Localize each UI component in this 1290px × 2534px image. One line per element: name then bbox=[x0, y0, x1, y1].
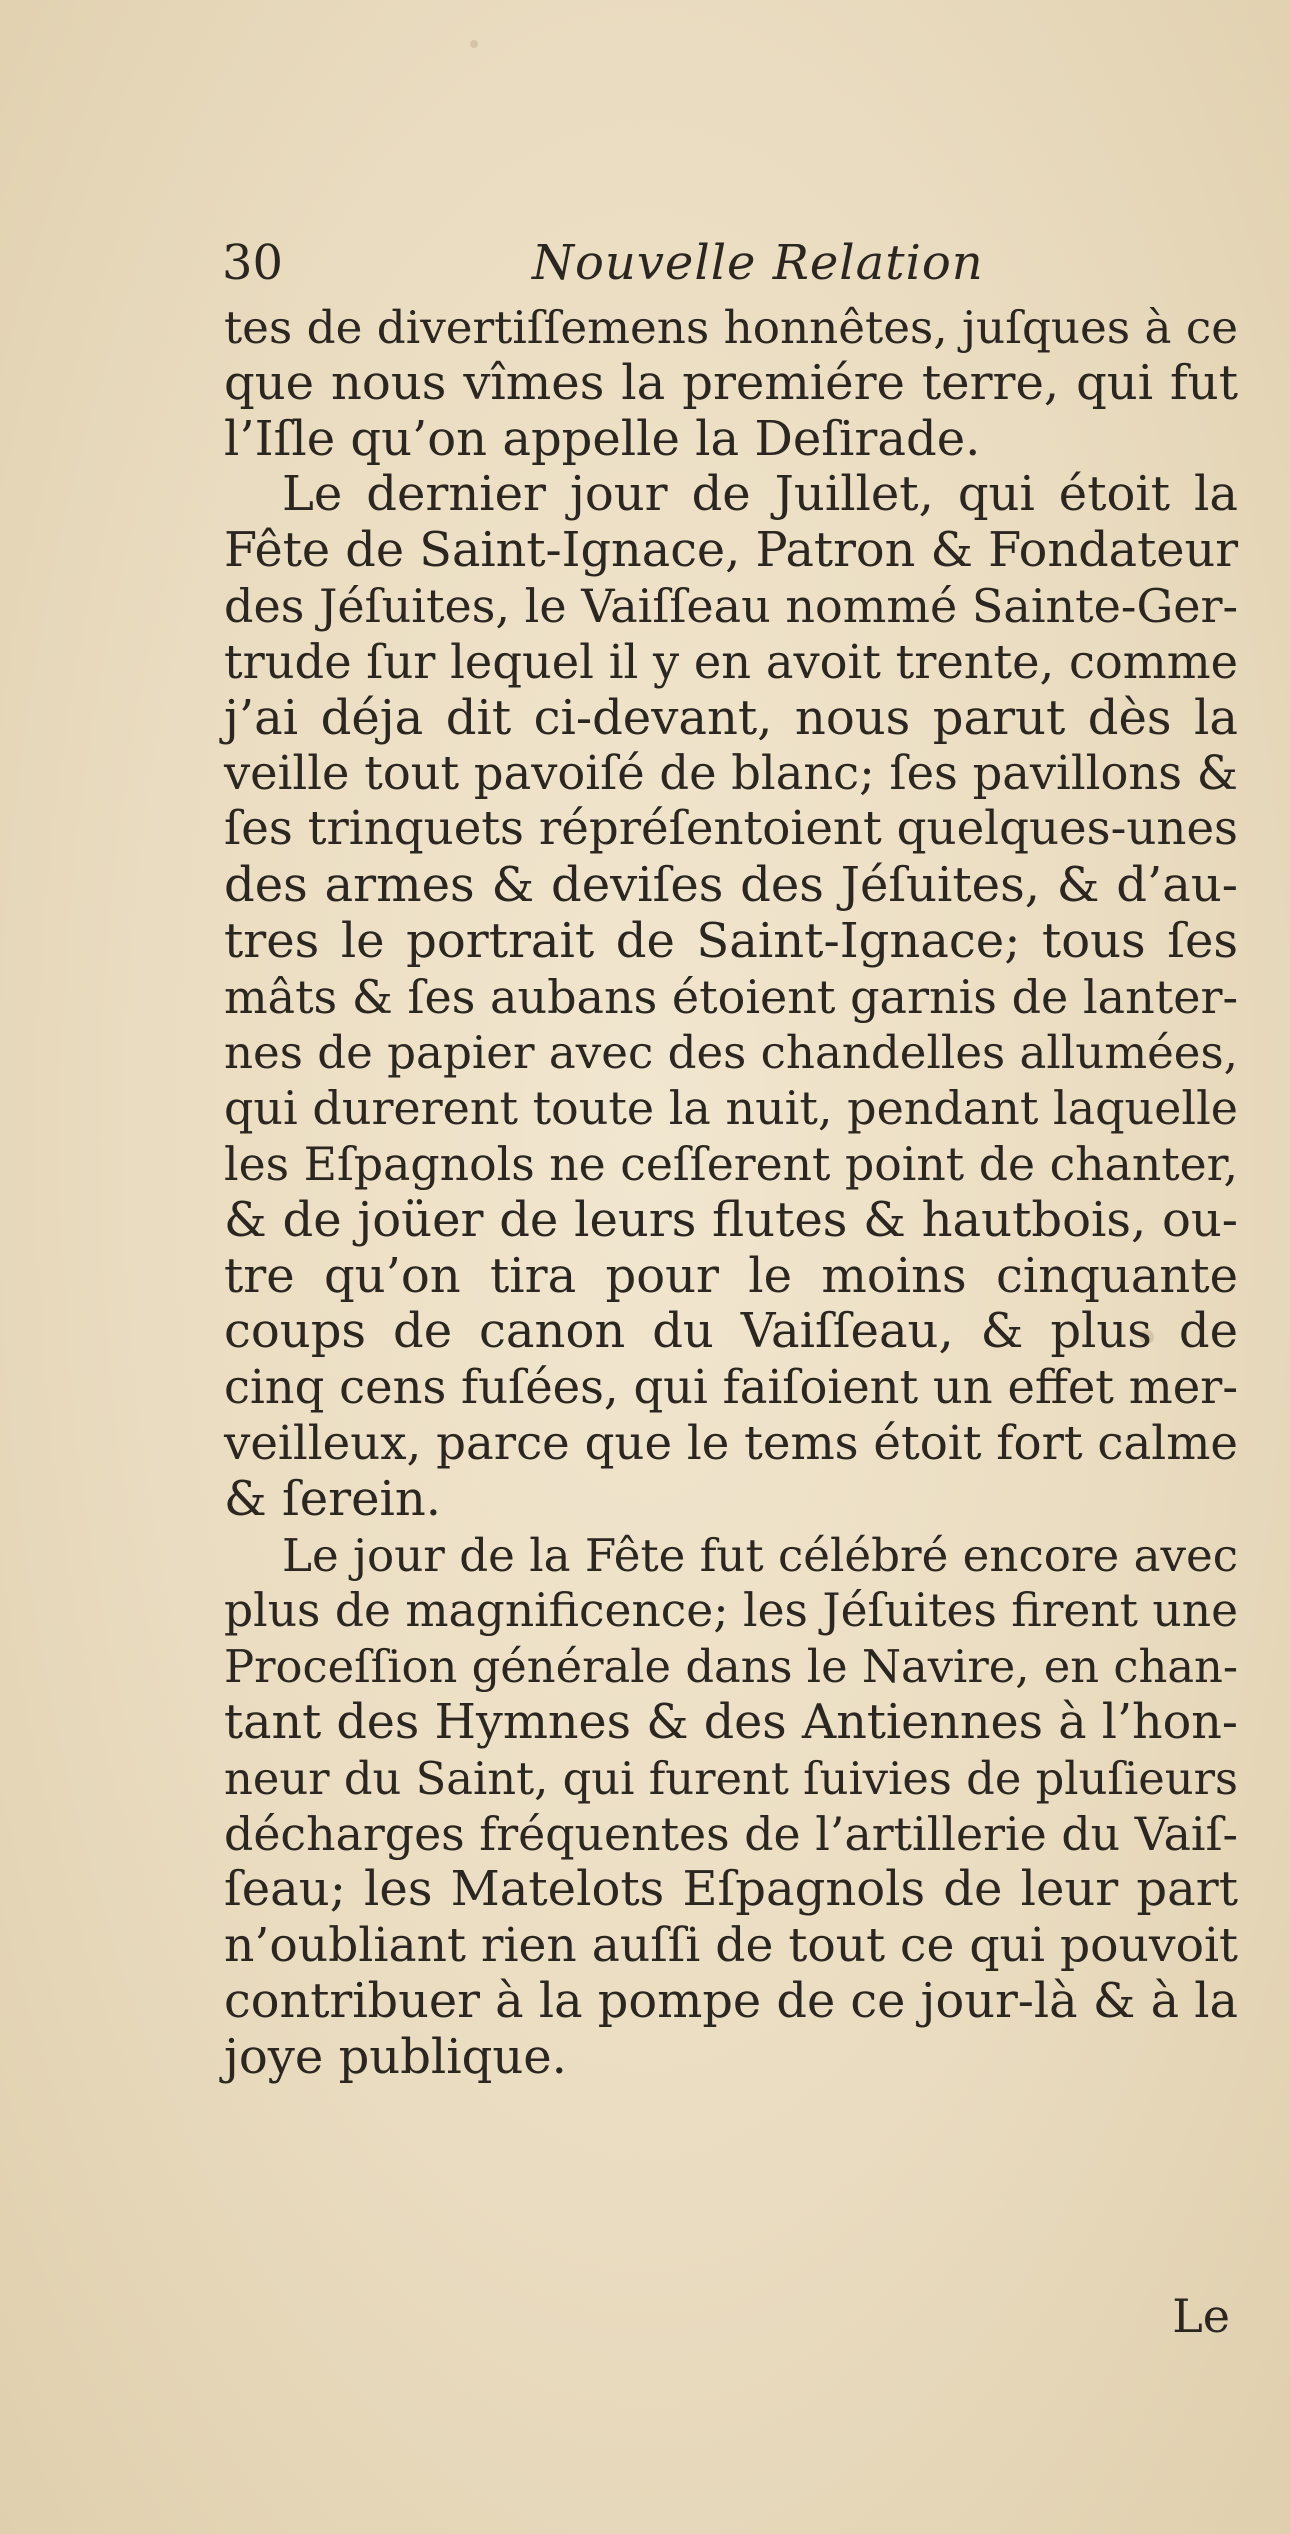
body-text bbox=[224, 300, 1238, 2086]
text-line: & ſerein. bbox=[224, 1470, 442, 1527]
text-line: tes de divertiſſemens honnêtes, juſques à ce bbox=[224, 301, 1238, 354]
text-line: des armes & deviſes des Jéſuites, & d’au- bbox=[224, 856, 1238, 913]
text-line: contribuer à la pompe de ce jour-là & à la bbox=[224, 1973, 1238, 2029]
text-line: cinq cens fuſées, qui faiſoient un effet mer- bbox=[224, 1360, 1238, 1415]
text-line: Proceſſion générale dans le Navire, en chan- bbox=[224, 1640, 1238, 1694]
text-line: trude ſur lequel il y en avoit trente, comme bbox=[224, 634, 1238, 689]
running-title: Nouvelle Relation bbox=[532, 235, 984, 291]
text-line: Le jour de la Fête fut célébré encore avec bbox=[282, 1528, 1238, 1582]
text-line: nes de papier avec des chandelles allumées, bbox=[224, 1026, 1238, 1080]
text-line: les Eſpagnols ne ceſſerent point de chanter, bbox=[224, 1137, 1238, 1191]
page-number: 30 bbox=[222, 235, 284, 291]
text-line: Fête de Saint-Ignace, Patron & Fondateur bbox=[224, 523, 1238, 579]
text-line: n’oubliant rien auſſi de tout ce qui pouvoit bbox=[224, 1918, 1238, 1974]
text-line: neur du Saint, qui furent ſuivies de pluſieurs bbox=[224, 1751, 1238, 1805]
catchword: Le bbox=[1172, 2289, 1230, 2343]
text-line: plus de magnificence; les Jéſuites firent une bbox=[224, 1584, 1238, 1638]
text-line: j’ai déja dit ci-devant, nous parut dès la bbox=[224, 689, 1238, 746]
text-line: ſeau; les Matelots Eſpagnols de leur part bbox=[224, 1861, 1238, 1918]
text-line: ſes trinquets répréſentoient quelques-unes bbox=[224, 802, 1238, 857]
text-line: des Jéſuites, le Vaiſſeau nommé Sainte-Ger- bbox=[224, 578, 1238, 633]
text-line: l’Iſle qu’on appelle la Deſirade. bbox=[224, 410, 981, 467]
text-line: mâts & ſes aubans étoient garnis de lanter- bbox=[224, 969, 1238, 1024]
text-line: & de joüer de leurs flutes & hautbois, ou- bbox=[224, 1191, 1238, 1248]
text-line: décharges fréquentes de l’artillerie du Vaiſ- bbox=[224, 1806, 1238, 1861]
text-line: joye publique. bbox=[224, 2028, 567, 2085]
paper-stain bbox=[470, 40, 478, 48]
text-line: Le dernier jour de Juillet, qui étoit la bbox=[282, 466, 1238, 523]
text-line: que nous vîmes la premiére terre, qui fut bbox=[224, 354, 1238, 411]
page-header bbox=[222, 228, 1222, 298]
text-line: veilleux, parce que le tems étoit fort calme bbox=[224, 1415, 1238, 1470]
text-line: tant des Hymnes & des Antiennes à l’hon- bbox=[224, 1694, 1238, 1750]
text-line: tres le portrait de Saint-Ignace; tous ſes bbox=[224, 912, 1238, 969]
text-line: veille tout pavoiſé de blanc; ſes pavillons & bbox=[224, 746, 1238, 801]
text-line: qui durerent toute la nuit, pendant laquelle bbox=[224, 1081, 1238, 1136]
text-line: tre qu’on tira pour le moins cinquante bbox=[224, 1247, 1238, 1304]
text-line: coups de canon du Vaiſſeau, & plus de bbox=[224, 1303, 1238, 1360]
